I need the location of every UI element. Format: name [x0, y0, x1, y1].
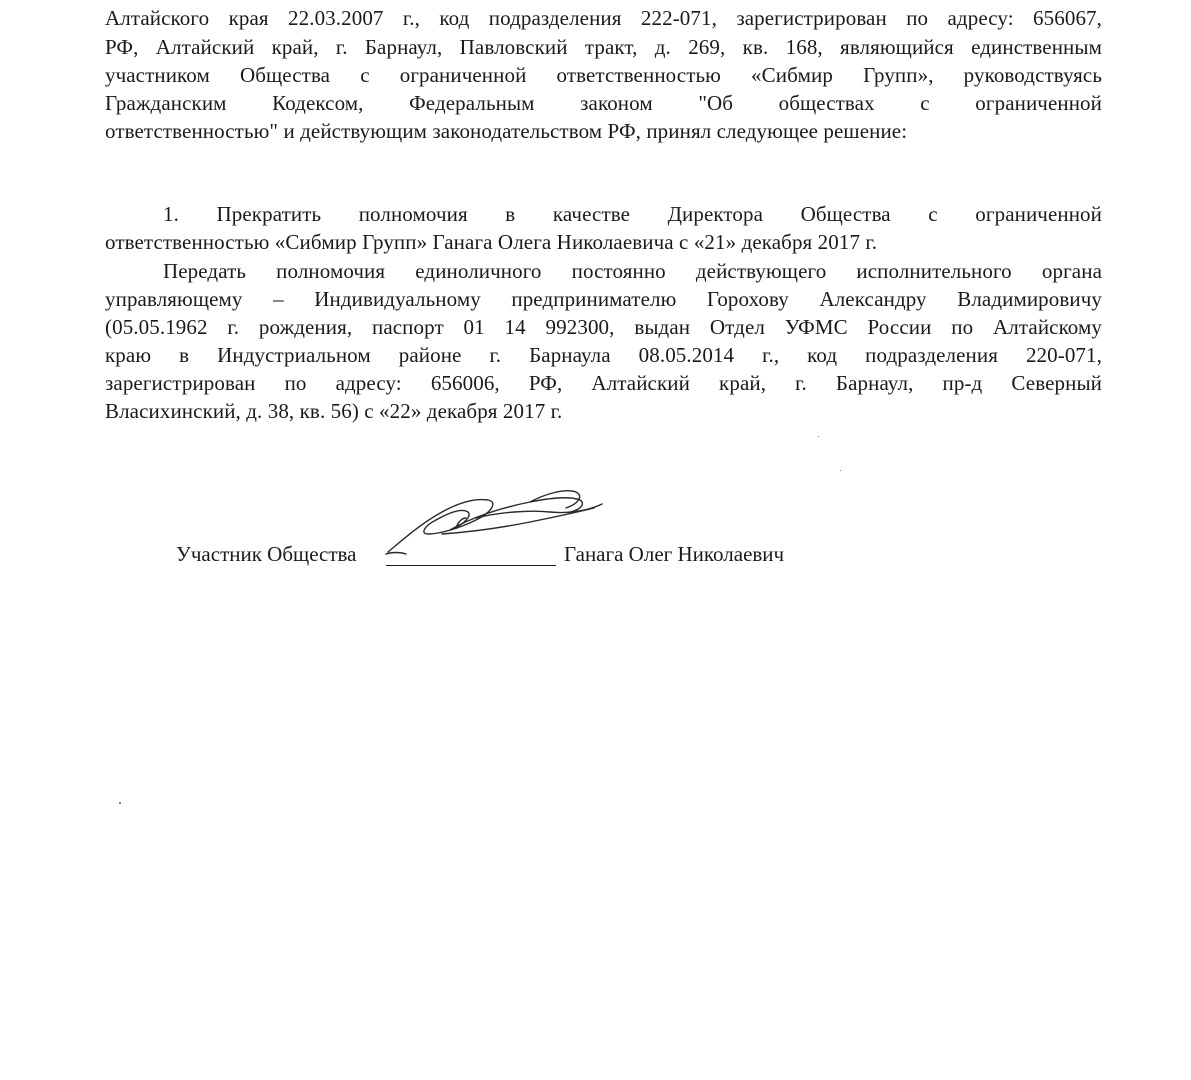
item2-line-3: (05.05.1962 г. рождения, паспорт 01 14 992300, выдан Отдел УФМС России по Алтайскому — [105, 315, 1102, 339]
item1-line-1: 1. Прекратить полномочия в качестве Директора Общества с ограниченной — [163, 202, 1102, 226]
scan-speck — [119, 802, 121, 804]
signature-underline — [386, 565, 556, 566]
scan-speck — [818, 436, 819, 437]
item2-line-6: Власихинский, д. 38, кв. 56) с «22» декабря 2017 г. — [105, 399, 563, 423]
item2-line-2: управляющему – Индивидуальному предпринимателю Горохову Александру Владимировичу — [105, 287, 1102, 311]
item2-line-4: краю в Индустриальном районе г. Барнаула 08.05.2014 г., код подразделения 220-071, — [105, 343, 1102, 367]
intro-line-2: РФ, Алтайский край, г. Барнаул, Павловский тракт, д. 269, кв. 168, являющийся единственным — [105, 35, 1102, 59]
item2-line-5: зарегистрирован по адресу: 656006, РФ, Алтайский край, г. Барнаул, пр-д Северный — [105, 371, 1102, 395]
intro-line-5: ответственностью" и действующим законодательством РФ, принял следующее решение: — [105, 119, 908, 143]
signer-name: Ганага Олег Николаевич — [564, 542, 785, 566]
item2-line-1: Передать полномочия единоличного постоянно действующего исполнительного органа — [163, 259, 1102, 283]
intro-line-3: участником Общества с ограниченной ответственностью «Сибмир Групп», руководствуясь — [105, 63, 1102, 87]
intro-line-4: Гражданским Кодексом, Федеральным законом "Об обществах с ограниченной — [105, 91, 1102, 115]
signature-label: Участник Общества — [176, 542, 357, 566]
item1-line-2: ответственностью «Сибмир Групп» Ганага Олега Николаевича с «21» декабря 2017 г. — [105, 230, 878, 254]
intro-line-1: Алтайского края 22.03.2007 г., код подразделения 222-071, зарегистрирован по адресу: 656067, — [105, 6, 1102, 30]
scan-speck — [840, 470, 841, 471]
